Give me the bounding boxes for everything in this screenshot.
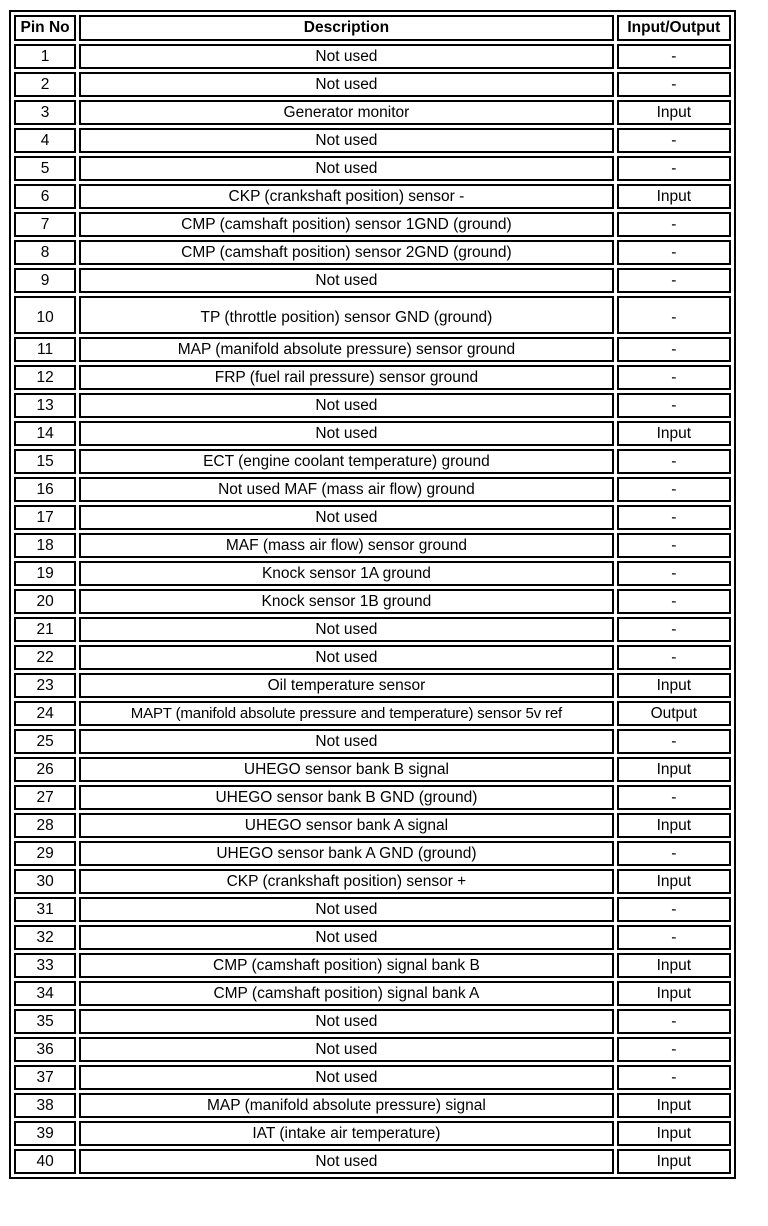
input-output-cell: -	[617, 785, 731, 810]
input-output-cell: -	[617, 1065, 731, 1090]
description-cell: Not used	[79, 645, 614, 670]
input-output-cell: Input	[617, 757, 731, 782]
input-output-cell: Input	[617, 673, 731, 698]
pin-number-cell: 32	[14, 925, 76, 950]
pin-number-cell: 18	[14, 533, 76, 558]
input-output-cell: -	[617, 729, 731, 754]
input-output-cell: -	[617, 897, 731, 922]
pin-number-cell: 7	[14, 212, 76, 237]
description-cell: Knock sensor 1B ground	[79, 589, 614, 614]
input-output-cell: -	[617, 44, 731, 69]
pin-number-cell: 15	[14, 449, 76, 474]
pin-number-cell: 6	[14, 184, 76, 209]
input-output-cell: -	[617, 449, 731, 474]
input-output-cell: Input	[617, 981, 731, 1006]
table-row	[14, 1065, 731, 1090]
pin-number-cell: 12	[14, 365, 76, 390]
table-row	[14, 449, 731, 474]
pin-number-cell: 35	[14, 1009, 76, 1034]
pin-number-cell: 36	[14, 1037, 76, 1062]
table-row	[14, 785, 731, 810]
pin-number-cell: 38	[14, 1093, 76, 1118]
input-output-cell: -	[617, 505, 731, 530]
pin-number-cell: 29	[14, 841, 76, 866]
input-output-cell: -	[617, 1037, 731, 1062]
header-row	[14, 15, 731, 41]
table-row	[14, 813, 731, 838]
description-cell: Not used	[79, 897, 614, 922]
description-cell: Not used MAF (mass air flow) ground	[79, 477, 614, 502]
input-output-cell: Input	[617, 100, 731, 125]
input-output-cell: -	[617, 212, 731, 237]
pin-number-cell: 37	[14, 1065, 76, 1090]
table-row	[14, 897, 731, 922]
description-cell: CKP (crankshaft position) sensor +	[79, 869, 614, 894]
description-cell: Not used	[79, 421, 614, 446]
pin-number-cell: 25	[14, 729, 76, 754]
input-output-cell: -	[617, 477, 731, 502]
input-output-cell: -	[617, 296, 731, 334]
pin-number-cell: 24	[14, 701, 76, 726]
header-description: Description	[79, 15, 614, 41]
description-cell: Not used	[79, 1009, 614, 1034]
pin-rows	[14, 44, 731, 1174]
table-row	[14, 533, 731, 558]
input-output-cell: Input	[617, 1093, 731, 1118]
table-row	[14, 421, 731, 446]
input-output-cell: -	[617, 156, 731, 181]
pin-number-cell: 4	[14, 128, 76, 153]
description-cell: Not used	[79, 1149, 614, 1174]
table-row	[14, 72, 731, 97]
description-cell: Not used	[79, 268, 614, 293]
table-row	[14, 1149, 731, 1174]
table-row	[14, 673, 731, 698]
description-cell: CMP (camshaft position) signal bank A	[79, 981, 614, 1006]
description-cell: CMP (camshaft position) sensor 1GND (ground)	[79, 212, 614, 237]
table-row	[14, 337, 731, 362]
description-cell: Oil temperature sensor	[79, 673, 614, 698]
input-output-cell: -	[617, 617, 731, 642]
header-input-output: Input/Output	[617, 15, 731, 41]
description-cell: UHEGO sensor bank B GND (ground)	[79, 785, 614, 810]
input-output-cell: Input	[617, 184, 731, 209]
input-output-cell: Output	[617, 701, 731, 726]
description-cell: Not used	[79, 156, 614, 181]
table-row	[14, 296, 731, 334]
pin-number-cell: 9	[14, 268, 76, 293]
table-row	[14, 757, 731, 782]
pin-number-cell: 8	[14, 240, 76, 265]
table-row	[14, 240, 731, 265]
table-row	[14, 393, 731, 418]
description-cell: ECT (engine coolant temperature) ground	[79, 449, 614, 474]
input-output-cell: Input	[617, 1121, 731, 1146]
table-row	[14, 1037, 731, 1062]
description-cell: MAPT (manifold absolute pressure and temperature) sensor 5v ref	[79, 701, 614, 726]
input-output-cell: -	[617, 240, 731, 265]
table-row	[14, 645, 731, 670]
pin-number-cell: 28	[14, 813, 76, 838]
description-cell: Knock sensor 1A ground	[79, 561, 614, 586]
description-cell: IAT (intake air temperature)	[79, 1121, 614, 1146]
table-row	[14, 505, 731, 530]
input-output-cell: -	[617, 561, 731, 586]
description-cell: MAF (mass air flow) sensor ground	[79, 533, 614, 558]
description-cell: Not used	[79, 128, 614, 153]
table-row	[14, 156, 731, 181]
table-row	[14, 365, 731, 390]
input-output-cell: -	[617, 589, 731, 614]
pin-number-cell: 10	[14, 296, 76, 334]
input-output-cell: -	[617, 1009, 731, 1034]
pin-number-cell: 21	[14, 617, 76, 642]
table-row	[14, 841, 731, 866]
pin-number-cell: 5	[14, 156, 76, 181]
description-cell: CKP (crankshaft position) sensor -	[79, 184, 614, 209]
header-pin-no: Pin No	[14, 15, 76, 41]
input-output-cell: -	[617, 645, 731, 670]
description-cell: Generator monitor	[79, 100, 614, 125]
description-cell: CMP (camshaft position) signal bank B	[79, 953, 614, 978]
pin-number-cell: 34	[14, 981, 76, 1006]
description-cell: Not used	[79, 925, 614, 950]
pin-table	[9, 10, 736, 1179]
input-output-cell: -	[617, 268, 731, 293]
pin-number-cell: 16	[14, 477, 76, 502]
table-row	[14, 477, 731, 502]
table-row	[14, 561, 731, 586]
description-cell: Not used	[79, 1065, 614, 1090]
description-cell: Not used	[79, 617, 614, 642]
table-row	[14, 212, 731, 237]
table-row	[14, 953, 731, 978]
table-row	[14, 701, 731, 726]
table-row	[14, 589, 731, 614]
input-output-cell: -	[617, 841, 731, 866]
pin-number-cell: 31	[14, 897, 76, 922]
table-row	[14, 128, 731, 153]
input-output-cell: Input	[617, 1149, 731, 1174]
input-output-cell: -	[617, 925, 731, 950]
pin-number-cell: 39	[14, 1121, 76, 1146]
input-output-cell: -	[617, 128, 731, 153]
description-cell: FRP (fuel rail pressure) sensor ground	[79, 365, 614, 390]
table-row	[14, 100, 731, 125]
description-cell: Not used	[79, 44, 614, 69]
input-output-cell: Input	[617, 813, 731, 838]
pin-number-cell: 26	[14, 757, 76, 782]
pin-number-cell: 13	[14, 393, 76, 418]
input-output-cell: -	[617, 393, 731, 418]
pin-number-cell: 14	[14, 421, 76, 446]
pin-number-cell: 22	[14, 645, 76, 670]
table-row	[14, 184, 731, 209]
table-row	[14, 44, 731, 69]
description-cell: UHEGO sensor bank A GND (ground)	[79, 841, 614, 866]
pin-number-cell: 40	[14, 1149, 76, 1174]
input-output-cell: -	[617, 337, 731, 362]
input-output-cell: Input	[617, 953, 731, 978]
input-output-cell: -	[617, 533, 731, 558]
description-cell: Not used	[79, 505, 614, 530]
table-row	[14, 1009, 731, 1034]
description-cell: CMP (camshaft position) sensor 2GND (ground)	[79, 240, 614, 265]
pin-number-cell: 27	[14, 785, 76, 810]
input-output-cell: Input	[617, 869, 731, 894]
description-cell: Not used	[79, 72, 614, 97]
table-row	[14, 1093, 731, 1118]
table-row	[14, 1121, 731, 1146]
description-cell: Not used	[79, 729, 614, 754]
pin-number-cell: 2	[14, 72, 76, 97]
description-cell: MAP (manifold absolute pressure) sensor ground	[79, 337, 614, 362]
table-row	[14, 925, 731, 950]
pin-number-cell: 3	[14, 100, 76, 125]
description-cell: Not used	[79, 393, 614, 418]
table-row	[14, 729, 731, 754]
pin-number-cell: 19	[14, 561, 76, 586]
pin-number-cell: 30	[14, 869, 76, 894]
pin-number-cell: 33	[14, 953, 76, 978]
pin-number-cell: 1	[14, 44, 76, 69]
input-output-cell: Input	[617, 421, 731, 446]
description-cell: UHEGO sensor bank A signal	[79, 813, 614, 838]
table-row	[14, 617, 731, 642]
pin-number-cell: 20	[14, 589, 76, 614]
table-row	[14, 981, 731, 1006]
pin-number-cell: 23	[14, 673, 76, 698]
pin-number-cell: 11	[14, 337, 76, 362]
pin-number-cell: 17	[14, 505, 76, 530]
table-row	[14, 268, 731, 293]
description-cell: MAP (manifold absolute pressure) signal	[79, 1093, 614, 1118]
input-output-cell: -	[617, 365, 731, 390]
description-cell: TP (throttle position) sensor GND (ground)	[79, 296, 614, 334]
input-output-cell: -	[617, 72, 731, 97]
table-row	[14, 869, 731, 894]
description-cell: Not used	[79, 1037, 614, 1062]
description-cell: UHEGO sensor bank B signal	[79, 757, 614, 782]
